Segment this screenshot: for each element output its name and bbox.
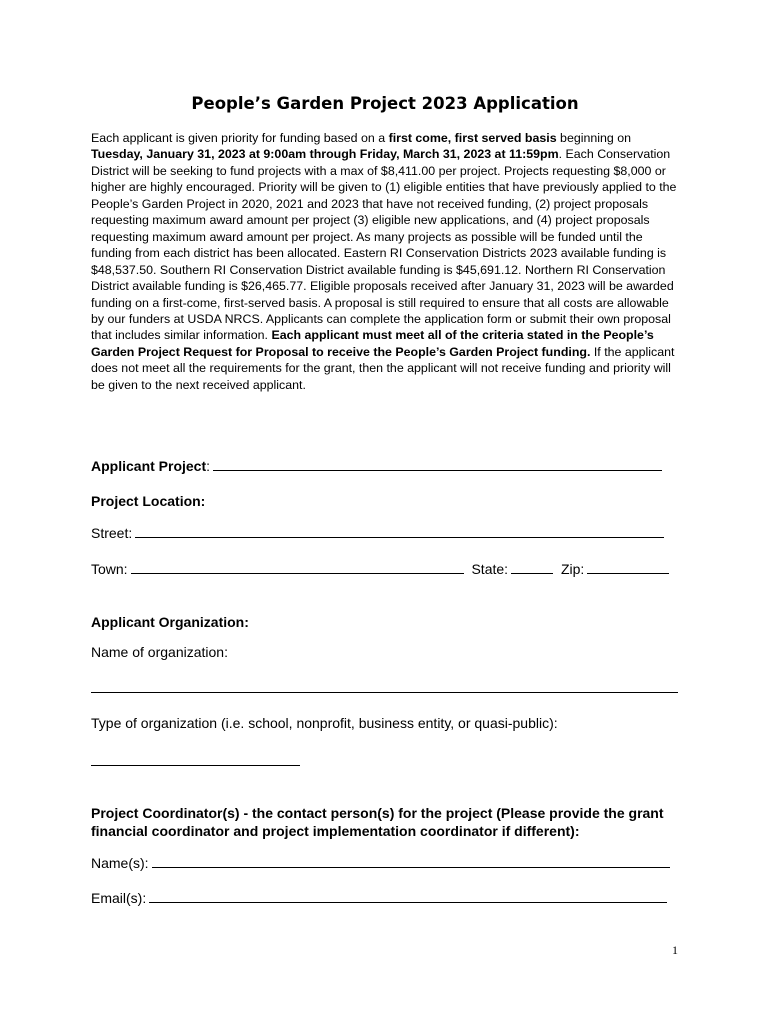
names-label: Name(s): bbox=[91, 855, 149, 871]
intro-text-1: Each applicant is given priority for funding based on a bbox=[91, 131, 389, 145]
intro-paragraph bbox=[91, 130, 683, 393]
street-row bbox=[91, 523, 664, 542]
org-name-label: Name of organization: bbox=[91, 644, 228, 660]
org-type-label: Type of organization (i.e. school, nonprofit, business entity, or quasi-public): bbox=[91, 715, 558, 731]
org-type-field[interactable] bbox=[91, 765, 300, 766]
street-field[interactable] bbox=[135, 523, 664, 538]
page-number: 1 bbox=[672, 943, 678, 957]
page-title: People’s Garden Project 2023 Application bbox=[191, 94, 579, 113]
applicant-project-row bbox=[91, 456, 662, 475]
intro-bold-criteria: Each applicant must meet all of the criteria stated in the People’s Garden Project Request for Proposal to receive the People’s Garden Project funding. bbox=[91, 328, 654, 359]
intro-text-4: If the applicant does not meet all the requirements for the grant, then the applicant will not receive funding and priority will be given to the next received applicant. bbox=[91, 344, 675, 392]
applicant-organization-heading: Applicant Organization: bbox=[91, 614, 249, 630]
project-location-heading: Project Location: bbox=[91, 493, 206, 509]
intro-text-2: beginning on bbox=[556, 131, 632, 145]
intro-text-3: . Each Conservation District will be seeking to fund projects with a max of $8,411.00 per project. Projects requesting $8,000 or higher are highly encouraged. Priority will be given to (1) eligible entities that have previously applied to the People’s Garden Project in 2020, 2021 and 2023 that have not received funding, (2) project proposals requesting maximum award amount per project (3) eligible new applications, and (4) project proposals requesting maximum award amount per project. As many projects as possible will be funded until the funding from each district has been allocated. Eastern RI Conservation Districts 2023 available funding is $48,537.50. Southern RI Conservation District available funding is $45,691.12. Northern RI Conservation District available funding is $26,465.77. Eligible proposals received after January 31, 2023 will be awarded funding on a first-come, first-served basis. A proposal is still required to ensure that all costs are allowable by our funders at USDA NRCS. Applicants can complete the application form or submit their own proposal that includes similar information. bbox=[91, 147, 677, 343]
zip-label: Zip: bbox=[560, 561, 585, 577]
zip-field[interactable] bbox=[587, 559, 669, 574]
town-label: Town: bbox=[91, 561, 128, 577]
org-name-field[interactable] bbox=[91, 692, 678, 693]
state-field[interactable] bbox=[511, 559, 553, 574]
emails-field[interactable] bbox=[149, 888, 667, 903]
applicant-project-colon: : bbox=[206, 458, 211, 474]
names-field[interactable] bbox=[152, 853, 670, 868]
emails-label: Email(s): bbox=[91, 890, 147, 906]
names-row bbox=[91, 853, 670, 872]
intro-bold-dates: Tuesday, January 31, 2023 at 9:00am through Friday, March 31, 2023 at 11:59pm bbox=[91, 147, 559, 162]
applicant-project-label: Applicant Project bbox=[91, 458, 207, 474]
emails-row bbox=[91, 888, 667, 907]
intro-bold-first-come: first come, first served basis bbox=[388, 131, 557, 145]
applicant-project-field[interactable] bbox=[213, 456, 662, 471]
town-row bbox=[91, 559, 669, 578]
town-field[interactable] bbox=[131, 559, 464, 574]
state-label: State: bbox=[471, 561, 509, 577]
project-coordinator-heading: Project Coordinator(s) - the contact person(s) for the project (Please provide the grant financial coordinator and project implementation coordinator if different): bbox=[91, 805, 664, 839]
street-label: Street: bbox=[91, 525, 133, 541]
